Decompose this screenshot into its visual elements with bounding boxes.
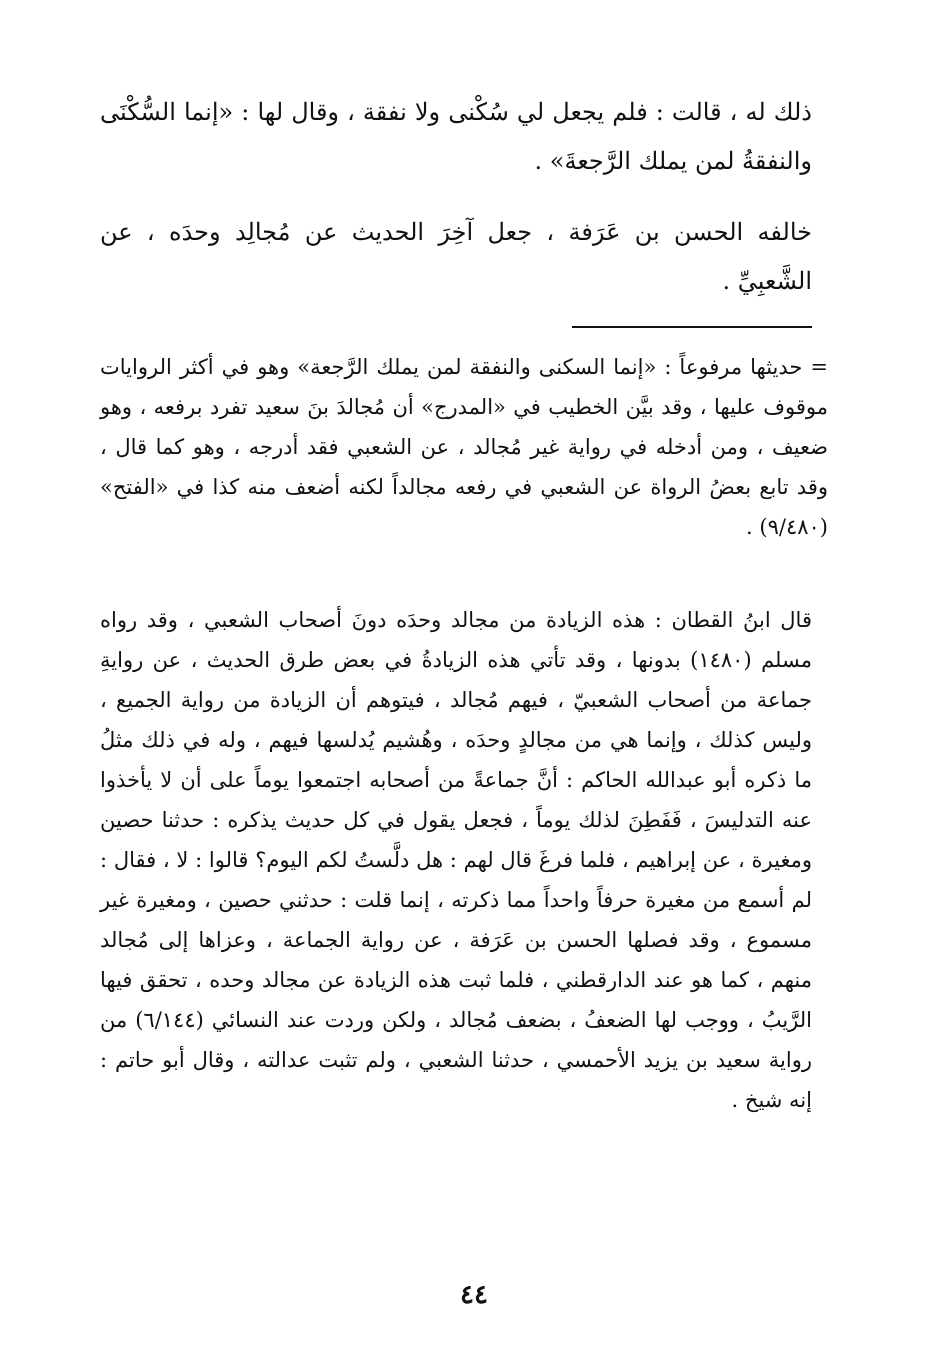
main-text-paragraph-1: ذلك له ، قالت : فلم يجعل لي سُكْنى ولا نفقة ، وقال لها : «إنما السُّكْنَى والنفقةُ لمن يملك الرَّجعةَ» . bbox=[100, 98, 812, 175]
main-text-paragraph-2: خالفه الحسن بن عَرَفة ، جعل آخِرَ الحديث عن مُجالِد وحدَه ، عن الشَّعبِيِّ . bbox=[100, 218, 812, 295]
page-number: ٤٤ bbox=[460, 1280, 488, 1310]
footnote-paragraph-1: = حديثها مرفوعاً : «إنما السكنى والنفقة لمن يملك الرَّجعة» وهو في أكثر الروايات موقوف عليها ، وقد بيَّن الخطيب في «المدرج» أن مُجالدَ بنَ سعيد تفرد برفعه ، وهو ضعيف ، ومن أدخله في رواية غير مُجالد ، عن الشعبي فقد أدرجه ، وهو كما قال ، وقد تابع بعضُ الرواة عن الشعبي في رفعه مجالداً لكنه أضعف منه كذا في «الفتح» (٩/٤٨٠) . bbox=[100, 355, 828, 539]
footnote-paragraph-2: قال ابنُ القطان : هذه الزيادة من مجالد وحدَه دونَ أصحاب الشعبي ، وقد رواه مسلم (١٤٨٠) بدونها ، وقد تأتي هذه الزيادةُ في بعض طرق الحديث ، عن روايةِ جماعة من أصحاب الشعبيّ ، فيهم مُجالد ، فيتوهم أن الزيادة من رواية الجميع ، وليس كذلك ، وإنما هي من مجالدٍ وحدَه ، وهُشيم يُدلسها فيهم ، وله في ذلك مثلُ ما ذكره أبو عبدالله الحاكم : أنَّ جماعةً من أصحابه اجتمعوا يوماً على أن لا يأخذوا عنه التدليسَ ، فَفَطِنَ لذلك يوماً ، فجعل يقول في كل حديث يذكره : حدثنا حصين ومغيرة ، عن إبراهيم ، فلما فرغَ قال لهم : هل دلَّستُ لكم اليوم؟ قالوا : لا ، فقال : لم أسمع من مغيرة حرفاً واحداً مما ذكرته ، إنما قلت : حدثني حصين ، ومغيرة غير مسموع ، وقد فصلها الحسن بن عَرَفة ، عن رواية الجماعة ، وعزاها إلى مُجالد منهم ، كما هو عند الدارقطني ، فلما ثبت هذه الزيادة عن مجالد وحده ، تحقق فيها الرَّيبُ ، ووجب لها الضعفُ ، بضعف مُجالد ، ولكن وردت عند النسائي (٦/١٤٤) من رواية سعيد بن يزيد الأحمسي ، حدثنا الشعبي ، ولم تثبت عدالته ، وقال أبو حاتم : إنه شيخ . bbox=[100, 608, 812, 1112]
footnote-separator bbox=[572, 326, 812, 328]
